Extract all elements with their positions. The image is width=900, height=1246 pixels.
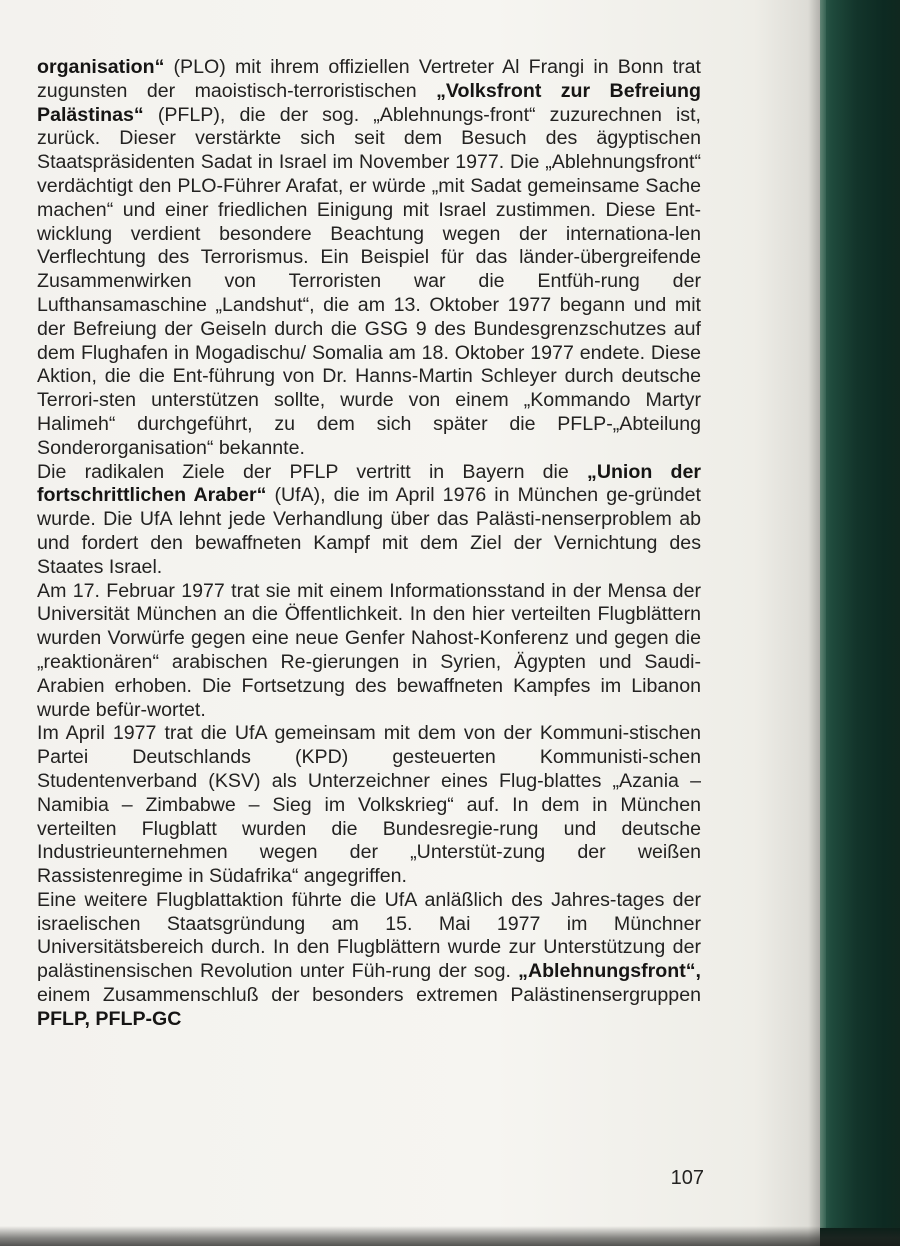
text-segment: (PFLP), die der sog. „Ablehnungs-front“ zuzurechnen ist, zurück. Dieser verstärkte sich seit dem Besuch des ägyptischen Staatspräsidenten Sadat in Israel im November 1977. Die „Ablehnungsfront“ verdächtigt den PLO-Führer Arafat, er würde „mit Sadat gemeinsame Sache machen“ und einer friedlichen Einigung mit Israel zustimmen. Diese Ent-wicklung verdient besondere Beachtung wegen der internationa-len Verflechtung des Terrorismus. Ein Beispiel für das länder-übergreifende Zusammenwirken von Terroristen war die Entfüh-rung der Lufthansamaschine „Landshut“, die am 13. Oktober 1977 begann und mit der Befreiung der Geiseln durch die GSG 9 des Bundesgrenzschutzes auf dem Flughafen in Mogadischu/ Somalia am 18. Oktober 1977 endete. Diese Aktion, die die Ent-führung von Dr. Hanns-Martin Schleyer durch deutsche Terrori-sten unterstützen sollte, wurde von einem „Kommando Martyr Halimeh“ durchgeführt, zu dem sich später die PFLP-„Abteilung Sonderorganisation“ bekannte. xyxy=(37,103,701,459)
paragraph xyxy=(37,56,701,461)
text-segment: „Volksfront zur Befreiung Palästinas“ xyxy=(37,79,701,126)
text-segment: Im April 1977 trat die UfA gemeinsam mit dem von der Kommuni-stischen Partei Deutschlands (KPD) gesteuerten Kommunisti-schen Studentenverband (KSV) als Unterzeichner eines Flug-blattes „Azania – Namibia – Zimbabwe – Sieg im Volkskrieg“ auf. In dem in München verteilten Flugblatt wurden die Bundesregie-rung und deutsche Industrieunternehmen wegen der „Unterstüt-zung der weißen Rassistenregime in Südafrika“ angegriffen. xyxy=(37,722,701,888)
text-segment: organisation“ xyxy=(37,56,165,78)
paragraph xyxy=(37,889,701,1032)
paragraph xyxy=(37,722,701,889)
text-segment: PFLP, PFLP-GC xyxy=(37,1007,182,1030)
book-cover-edge xyxy=(820,0,900,1246)
text-segment: Die radikalen Ziele der PFLP vertritt in Bayern die xyxy=(37,460,588,483)
page-number: 107 xyxy=(670,1167,704,1189)
text-segment: Eine weitere Flugblattaktion führte die UfA anläßlich des Jahres-tages der israelischen Staatsgründung am 15. Mai 1977 im Münchner Universitätsbereich durch. In den Flugblättern wurde zur Unterstützung der palästinensischen Revolution unter Füh-rung der sog. xyxy=(37,888,701,983)
paragraph xyxy=(37,461,701,580)
paragraph xyxy=(37,580,701,723)
text-segment: einem Zusammenschluß der besonders extremen Palästinensergruppen xyxy=(37,984,701,1007)
text-segment: „Ablehnungsfront“, xyxy=(518,960,701,983)
text-segment: Am 17. Februar 1977 trat sie mit einem Informationsstand in der Mensa der Universität München an die Öffentlichkeit. In den hier verteilten Flugblättern wurden Vorwürfe gegen eine neue Genfer Nahost-Konferenz und gegen die „reaktionären“ arabischen Re-gierungen in Syrien, Ägypten und Saudi-Arabien erhoben. Die Fortsetzung des bewaffneten Kampfes im Libanon wurde befür-wortet. xyxy=(37,579,701,721)
body-text xyxy=(37,56,701,1032)
page-gutter-shadow xyxy=(808,0,820,1246)
text-segment: „Union der fortschrittlichen Araber“ xyxy=(37,460,701,507)
bottom-shadow xyxy=(0,1226,900,1246)
cover-edge-highlight xyxy=(820,0,826,1246)
text-segment: (UfA), die im April 1976 in München ge-gründet wurde. Die UfA lehnt jede Verhandlung über das Palästi-nenserproblem ab und fordert den bewaffneten Kampf mit dem Ziel der Vernichtung des Staates Israel. xyxy=(37,484,701,578)
text-segment: (PLO) mit ihrem offiziellen Vertreter Al Frangi in Bonn trat zugunsten der maoistisch-terroristischen xyxy=(37,56,701,102)
